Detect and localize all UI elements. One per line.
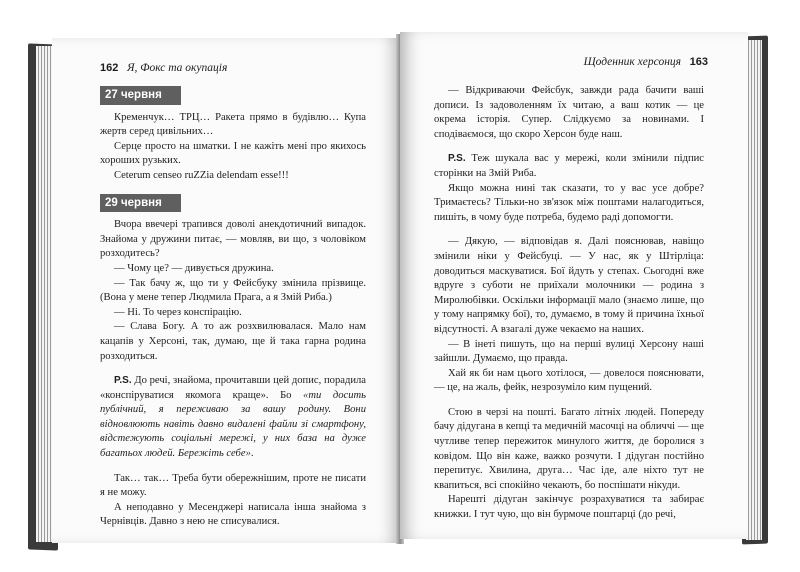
date-heading: 27 червня <box>100 86 181 105</box>
paragraph: — Ні. То через конспірацію. <box>114 306 242 318</box>
running-title: Я, Фокс та окупація <box>126 62 228 74</box>
right-page-content <box>434 84 704 523</box>
paragraph: Нарешті дідуган закінчує розрахуватися та забирає книжки. І тут чую, що він бурмоче поштарці (до речі, <box>434 494 704 521</box>
ps-quote: «ти досить публічний, я переживаю за вашу родину. Вони відновлюють навіть давно видалені файли зі смартфону, відстежують соціальні мережі, у них база на дуже багатьох людей. Бережіть себе» <box>100 389 366 460</box>
ps-label: P.S. <box>114 375 132 387</box>
right-page-edges <box>746 40 762 540</box>
paragraph: Вчора ввечері трапився доволі анекдотичний випадок. Знайома у дружини питає, — мовляв, ви що, з чоловіком розходитесь? <box>100 219 366 260</box>
ps-text: Теж шукала вас у мережі, коли змінили підпис сторінки на Змій Риба. <box>434 153 704 179</box>
ps-paragraph <box>100 374 366 462</box>
paragraph: — Дякую, — відповідав я. Далі пояснював, навіщо змінили ніки у Фейсбуці. — У нас, як у Штірліца: доводиться маскуватися. Бої йдуть у степах. Сьогодні вже вдруге з суботи не приїхали молочники — родина з Миролюбівки. Оскільки інформації мало (знаємо лише, що у тому напрямку бої), то, думаємо, в тому й причина їхньої відсутності. А взагалі дуже чекаємо на наших. <box>434 236 704 335</box>
ps-text: До речі, знайома, прочитавши цей допис, порадила «конспіруватися якомога краще». Бо <box>100 375 366 401</box>
paragraph: Кременчук… ТРЦ… Ракета прямо в будівлю… Купа жертв серед цивільних… <box>100 111 366 138</box>
right-page-header <box>584 56 708 68</box>
right-page <box>400 32 748 539</box>
paragraph: — Так бачу ж, що ти у Фейсбуку змінила прізвище. (Вона у мене тепер Людмила Прага, а я Змій Риба.) <box>100 277 366 304</box>
paragraph: — Відкриваючи Фейсбук, завжди рада бачити ваші дописи. Із задоволенням їх читаю, а ваш котик — це окрема історія. Супер. Слідкуємо за новинами. І сподіваємося, що скоро Херсон буде наш. <box>434 85 704 140</box>
paragraph: Ceterum censeo ruZZia delendam esse!!! <box>114 169 289 181</box>
paragraph: Так… так… Треба бути обережнішим, проте не писати я не можу. <box>100 472 366 499</box>
ps-end: . <box>250 448 254 460</box>
date-heading: 29 червня <box>100 194 181 213</box>
running-title: Щоденник херсонця <box>583 56 682 68</box>
ps-label: P.S. <box>448 153 466 165</box>
paragraph: Стою в черзі на пошті. Багато літніх людей. Попереду бачу дідугана в кепці та медичній масочці на обличчі — ще чутливе тепер пережиток минулого життя, де боролися з ковідом. Що він каже, важко розчути. І дідуган постійно перепитує. Хвилина, друга… Час іде, але ніхто тут не квапиться, всі спокійно чекають, бо поспішати нікуди. <box>434 406 704 491</box>
left-page-content <box>100 86 366 530</box>
left-page <box>52 38 400 543</box>
page-number: 162 <box>100 62 119 74</box>
page-number: 163 <box>689 56 708 68</box>
paragraph: — Слава Богу. А то аж розхвилювалася. Мало нам кацапів у Херсоні, так, думаю, ще й така гарна родина розходиться. <box>100 321 366 362</box>
ps-paragraph <box>434 152 704 181</box>
paragraph: Серце просто на шматки. І не кажіть мені про якихось хороших рузьких. <box>100 140 366 167</box>
paragraph: — В інеті пишуть, що на перші вулиці Херсону наші зайшли. Думаємо, що правда. <box>434 338 704 365</box>
paragraph: А неподавно у Месенджері написала інша знайома з Чернівців. Давно з нею не списувалися. <box>100 501 366 528</box>
paragraph: Якщо можна нині так сказати, то у вас усе добре? Тримаєтесь? Тільки-но зв'язок між поштами налагодиться, пишіть, в чому буде потреба, будемо раді допомогти. <box>434 182 704 223</box>
left-page-header <box>100 62 227 74</box>
paragraph: — Чому це? — дивується дружина. <box>114 262 274 274</box>
paragraph: Хай як би нам цього хотілося, — довелося пояснювати, — це, на жаль, фейк, незрозуміло ким пущений. <box>434 367 704 394</box>
